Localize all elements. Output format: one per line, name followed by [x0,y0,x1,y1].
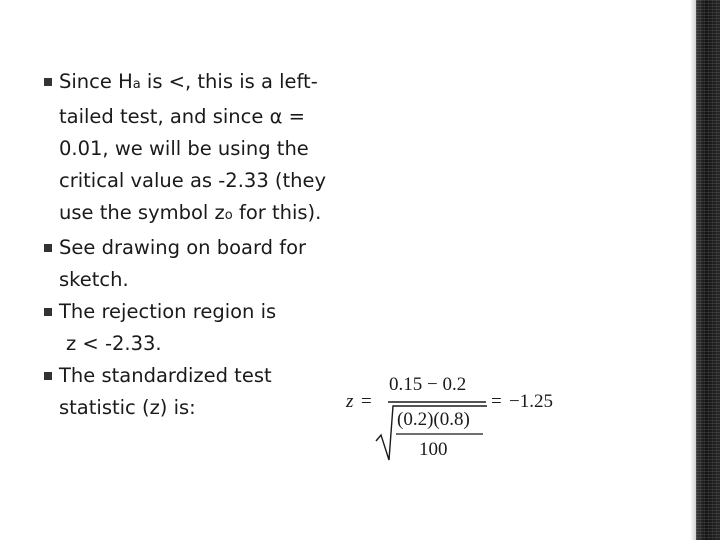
bullet-item [44,360,344,424]
formula-inner-denominator: 100 [419,439,448,460]
bullet-line: See drawing on board for [59,236,307,259]
bullet-line: The standardized test [59,364,272,387]
bullet-text: for this). [232,201,322,224]
formula-variable: z [346,391,354,412]
square-bullet-icon [44,308,52,316]
bullet-line [59,197,344,232]
bullet-line [59,66,344,101]
formula-equals: = [491,391,502,412]
textured-edge-strip [696,0,720,540]
bullet-line: z < -2.33. [66,332,162,355]
subscript-text: o [224,208,233,223]
bullet-line: sketch. [59,268,129,291]
formula-numerator: 0.15 − 0.2 [389,374,467,395]
bullet-item [44,232,344,296]
bullet-item [44,66,344,232]
square-bullet-icon [44,244,52,252]
formula-equals: = [361,391,372,412]
formula-inner-numerator: (0.2)(0.8) [397,409,470,430]
subscript-text: a [132,77,141,92]
bullet-text: Since H [59,70,133,93]
square-bullet-icon [44,78,52,86]
bullet-line: statistic (z) is: [59,396,196,419]
bullet-line: critical value as -2.33 (they [59,169,327,192]
bullet-item [44,296,344,360]
bullet-text: is <, this is a left- [140,70,318,93]
bullet-line: tailed test, and since α = [59,105,305,128]
z-statistic-formula [344,370,564,466]
bullet-text: use the symbol z [59,201,225,224]
formula-result: −1.25 [509,391,553,412]
bullet-line: 0.01, we will be using the [59,137,309,160]
bullet-list [44,66,344,424]
bullet-line: The rejection region is [59,300,277,323]
square-bullet-icon [44,372,52,380]
